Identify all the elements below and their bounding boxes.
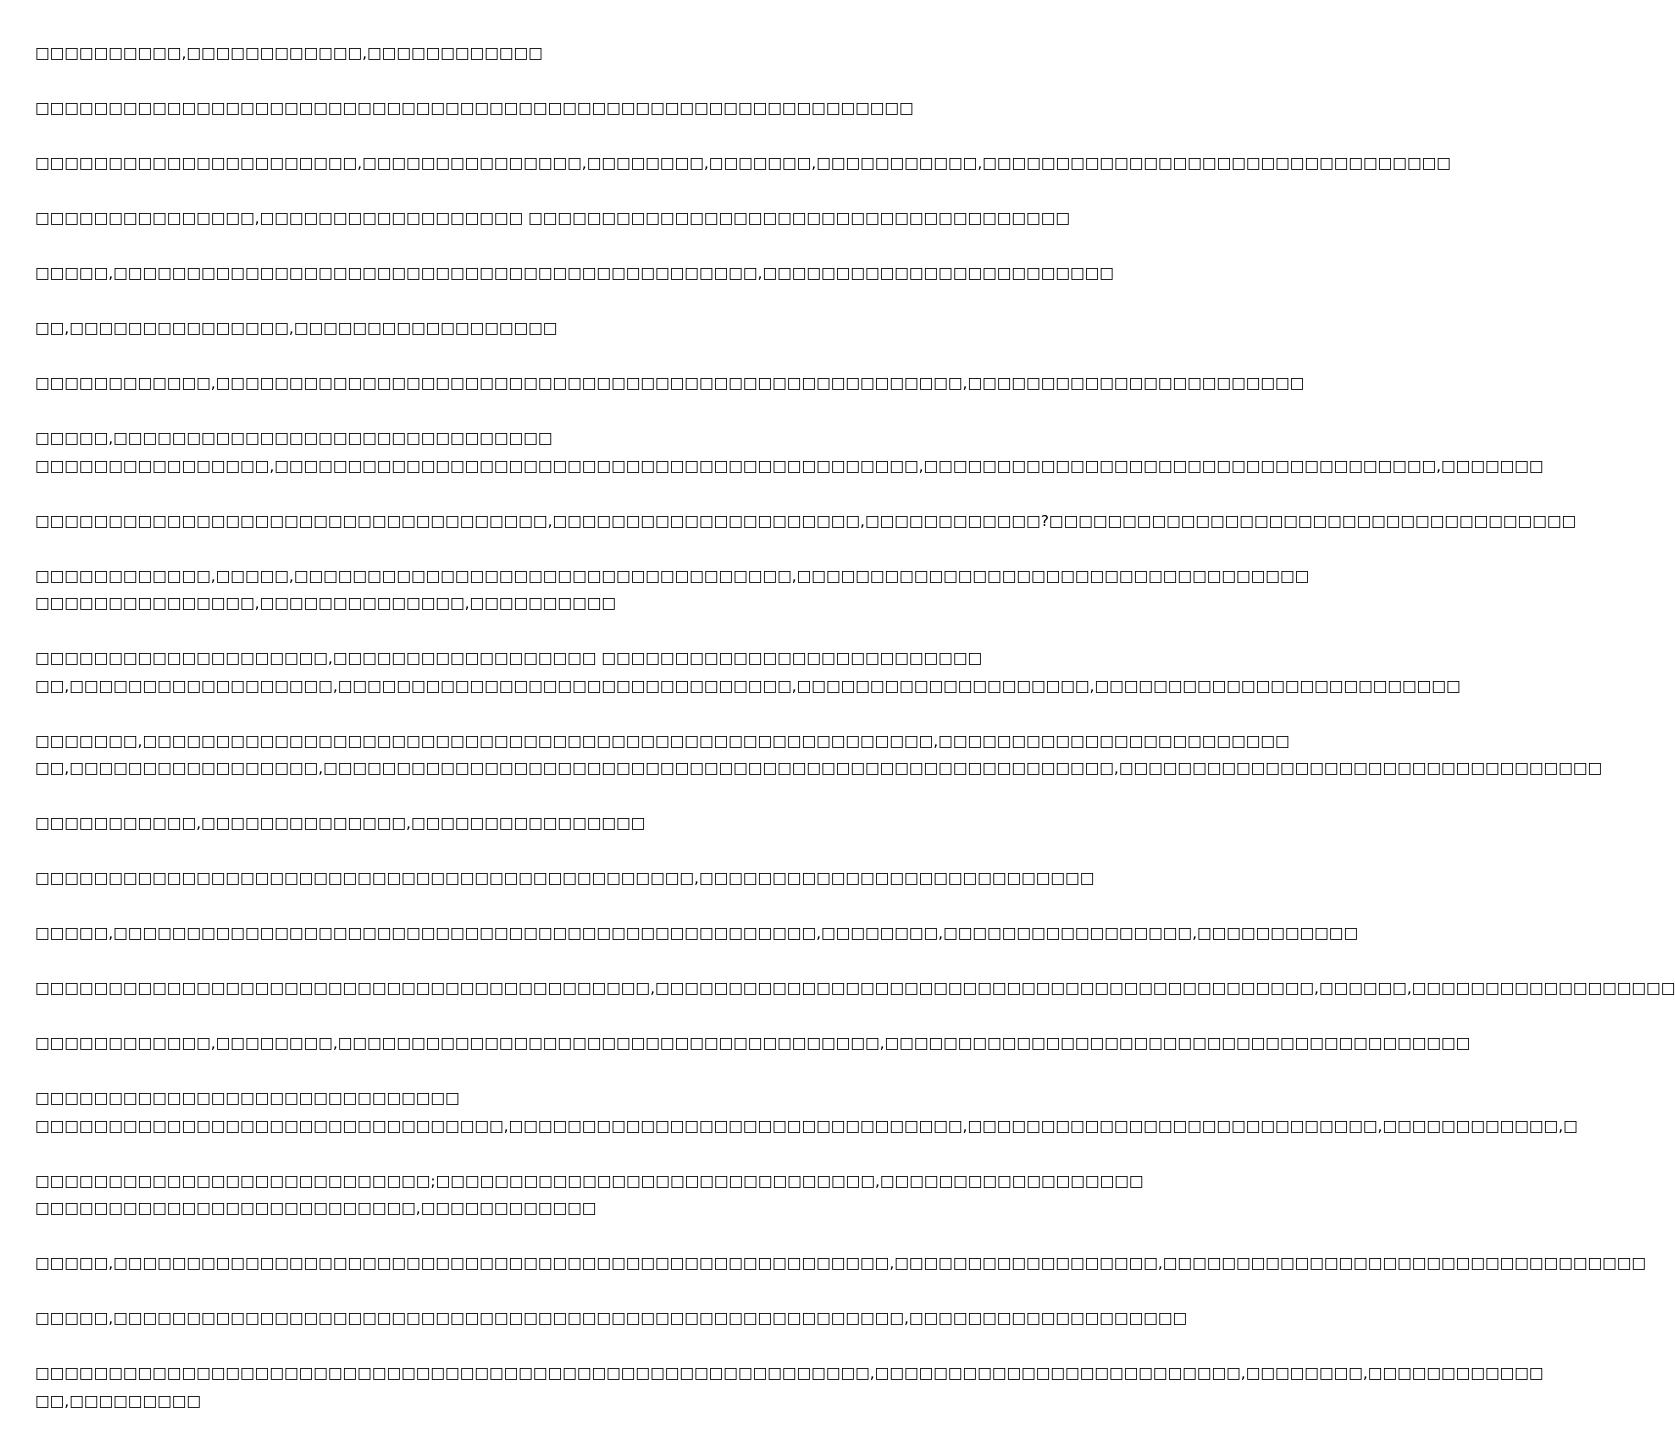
- paragraph: [35, 920, 1359, 948]
- paragraph: [35, 975, 1675, 1003]
- paragraph: [35, 150, 1451, 178]
- paragraph-line: □□□□□□□□□□□□□□□□□□□□□□,□□□□□□□□□□□□□□□,□□□□□□□□,□□□□□□□,□□□□□□□□□□□,□□□□□□□□□□□□□□□□□□□□□□□□□□□□□□□□: [35, 154, 1451, 172]
- paragraph-line: □□□□□,□□□□□□□□□□□□□□□□□□□□□□□□□□□□□□□□□□□□□□□□□□□□□□□□,□□□□□□□□,□□□□□□□□□□□□□□□□□,□□□□□□□□□□□: [35, 924, 1359, 942]
- paragraph-line: □□□□□□□□□□,□□□□□□□□□□□□,□□□□□□□□□□□□: [35, 44, 543, 62]
- paragraph: [35, 563, 1310, 618]
- paragraph-line: □□□□□□□□□□□□□□□□□□□□□□□□□□□□□□□□□□□,□□□□□□□□□□□□□□□□□□□□□,□□□□□□□□□□□□?□□□□□□□□□□□□□□□□□□□□□□□□□□□□□□□□□□□□: [35, 511, 1577, 530]
- paragraph-line: □□□□□,□□□□□□□□□□□□□□□□□□□□□□□□□□□□□□□□□□□□□□□□□□□□□□□□□□□□□□,□□□□□□□□□□□□□□□□□□□: [35, 1309, 1188, 1327]
- paragraph: [35, 645, 1461, 700]
- paragraph-line: □□□□□□□□□□□□□□□□□□□□□□□□□□,□□□□□□□□□□□□: [35, 1199, 597, 1217]
- paragraph: [35, 40, 990, 68]
- paragraph: [35, 1360, 1544, 1415]
- paragraph-line: □□□□□□□□□□□□□□□,□□□□□□□□□□□□□□□□□□ □□□□□□□□□□□□□□□□□□□□□□□□□□□□□□□□□□□□□: [35, 209, 1070, 227]
- paragraph-line: □□□□□□□□□□□,□□□□□□□□□□□□□□,□□□□□□□□□□□□□□□□: [35, 814, 646, 832]
- document-body: [35, 40, 1675, 1443]
- paragraph-line: □□□□□,□□□□□□□□□□□□□□□□□□□□□□□□□□□□□□□□□□□□□□□□□□□□□□□□□□□□□,□□□□□□□□□□□□□□□□□□,□□□□□□□□□□□□□□□□□□□□□□□□□□□□□□□□□: [35, 1254, 1647, 1272]
- paragraph: [35, 1030, 1471, 1058]
- paragraph-line: □□□□□□□□□□□□□□□□□□□□□□□□□□□□□□□□□□□□□□□□□□□□□□□□□□□□□□□□□□□□: [35, 99, 914, 117]
- paragraph-line: □□□□□□□□□□□□,□□□□□□□□,□□□□□□□□□□□□□□□□□□□□□□□□□□□□□□□□□□□□□,□□□□□□□□□□□□□□□□□□□□□□□□□□□□□□□□□□□□□□□□: [35, 1034, 1471, 1052]
- paragraph-line: □□,□□□□□□□□□□□□□□□□□,□□□□□□□□□□□□□□□□□□□□□□□□□□□□□□□□□□□□□□□□□□□□□□□□□□□□□□,□□□□□□□□□□□□□□□□□□□□□□□□□□□□□□□□□: [35, 759, 1603, 777]
- paragraph-line: □□□□□□□□□□□□□□□□□□□□□□□□□□□;□□□□□□□□□□□□□□□□□□□□□□□□□□□□□□,□□□□□□□□□□□□□□□□□□: [35, 1171, 1144, 1190]
- paragraph: [35, 508, 1577, 536]
- paragraph-line: □□□□□□□,□□□□□□□□□□□□□□□□□□□□□□□□□□□□□□□□□□□□□□□□□□□□□□□□□□□□□□,□□□□□□□□□□□□□□□□□□□□□□□□: [35, 731, 1290, 750]
- paragraph: [35, 205, 1070, 233]
- paragraph: [35, 1250, 1647, 1278]
- paragraph: [35, 260, 1114, 288]
- paragraph-line: □□□□□,□□□□□□□□□□□□□□□□□□□□□□□□□□□□□□□□□□□□□□□□□□□□,□□□□□□□□□□□□□□□□□□□□□□□□: [35, 264, 1114, 282]
- paragraph: [35, 1305, 1188, 1333]
- paragraph-line: □□□□□□□□□□□□□□□□□□□□□□□□□□□□□□□□□□□□□□□□□□□□□□□□□□□□□□□□□,□□□□□□□□□□□□□□□□□□□□□□□□□,□□□□□□□□,□□□□□□□□□□□□: [35, 1364, 1544, 1382]
- paragraph-line: □□□□□□□□□□□□,□□□□□□□□□□□□□□□□□□□□□□□□□□□□□□□□□□□□□□□□□□□□□□□□□□□,□□□□□□□□□□□□□□□□□□□□□□□: [35, 374, 1305, 392]
- paragraph-line: □□□□□□□□□□□□□□□□□□□□□□□□□□□□□□□□,□□□□□□□□□□□□□□□□□□□□□□□□□□□□□□□,□□□□□□□□□□□□□□□□□□□□□□□□□□□□,□□□□□□□□□□□□,□: [35, 1116, 1578, 1135]
- paragraph-line: □□□□□□□□□□□□□□□□□□□□,□□□□□□□□□□□□□□□□□□ □□□□□□□□□□□□□□□□□□□□□□□□□□: [35, 649, 983, 667]
- paragraph: [35, 425, 1544, 480]
- paragraph: [35, 1168, 1144, 1223]
- paragraph: [35, 810, 990, 838]
- paragraph-line: □□□□□□□□□□□□□□□□□□□□□□□□□□□□□: [35, 1089, 460, 1107]
- paragraph-line: □□□□□□□□□□□□□□□□□□□□□□□□□□□□□□□□□□□□□□□□□□□□□,□□□□□□□□□□□□□□□□□□□□□□□□□□□: [35, 869, 1095, 887]
- paragraph-line: □□□□□□□□□□□□□□□□,□□□□□□□□□□□□□□□□□□□□□□□□□□□□□□□□□□□□□□□□□□□□,□□□□□□□□□□□□□□□□□□□□□□□□□□□□□□□□□□□,□□□□□□□: [35, 456, 1544, 475]
- paragraph: [35, 1085, 1578, 1140]
- paragraph-line: □□□□□□□□□□□□,□□□□□,□□□□□□□□□□□□□□□□□□□□□□□□□□□□□□□□□□,□□□□□□□□□□□□□□□□□□□□□□□□□□□□□□□□□□□: [35, 566, 1310, 585]
- paragraph: [35, 95, 990, 123]
- paragraph: [35, 728, 1603, 783]
- paragraph-line: □□□□□□□□□□□□□□□□□□□□□□□□□□□□□□□□□□□□□□□□□□,□□□□□□□□□□□□□□□□□□□□□□□□□□□□□□□□□□□□□□□□□□□□□,□□□□□□,□□□□□□□□□□□□□□□□□□: [35, 979, 1675, 997]
- paragraph-line: □□,□□□□□□□□□□□□□□□,□□□□□□□□□□□□□□□□□□: [35, 319, 558, 337]
- paragraph: [35, 865, 1095, 893]
- paragraph-line: □□□□□□□□□□□□□□□,□□□□□□□□□□□□□□,□□□□□□□□□□: [35, 594, 617, 612]
- paragraph: [35, 370, 1305, 398]
- paragraph: [35, 315, 990, 343]
- paragraph-line: □□,□□□□□□□□□□□□□□□□□□,□□□□□□□□□□□□□□□□□□□□□□□□□□□□□□□,□□□□□□□□□□□□□□□□□□□□,□□□□□□□□□□□□□□□□□□□□□□□□□: [35, 676, 1461, 695]
- paragraph-line: □□□□□,□□□□□□□□□□□□□□□□□□□□□□□□□□□□□□: [35, 429, 553, 447]
- paragraph-line: □□,□□□□□□□□□: [35, 1391, 202, 1410]
